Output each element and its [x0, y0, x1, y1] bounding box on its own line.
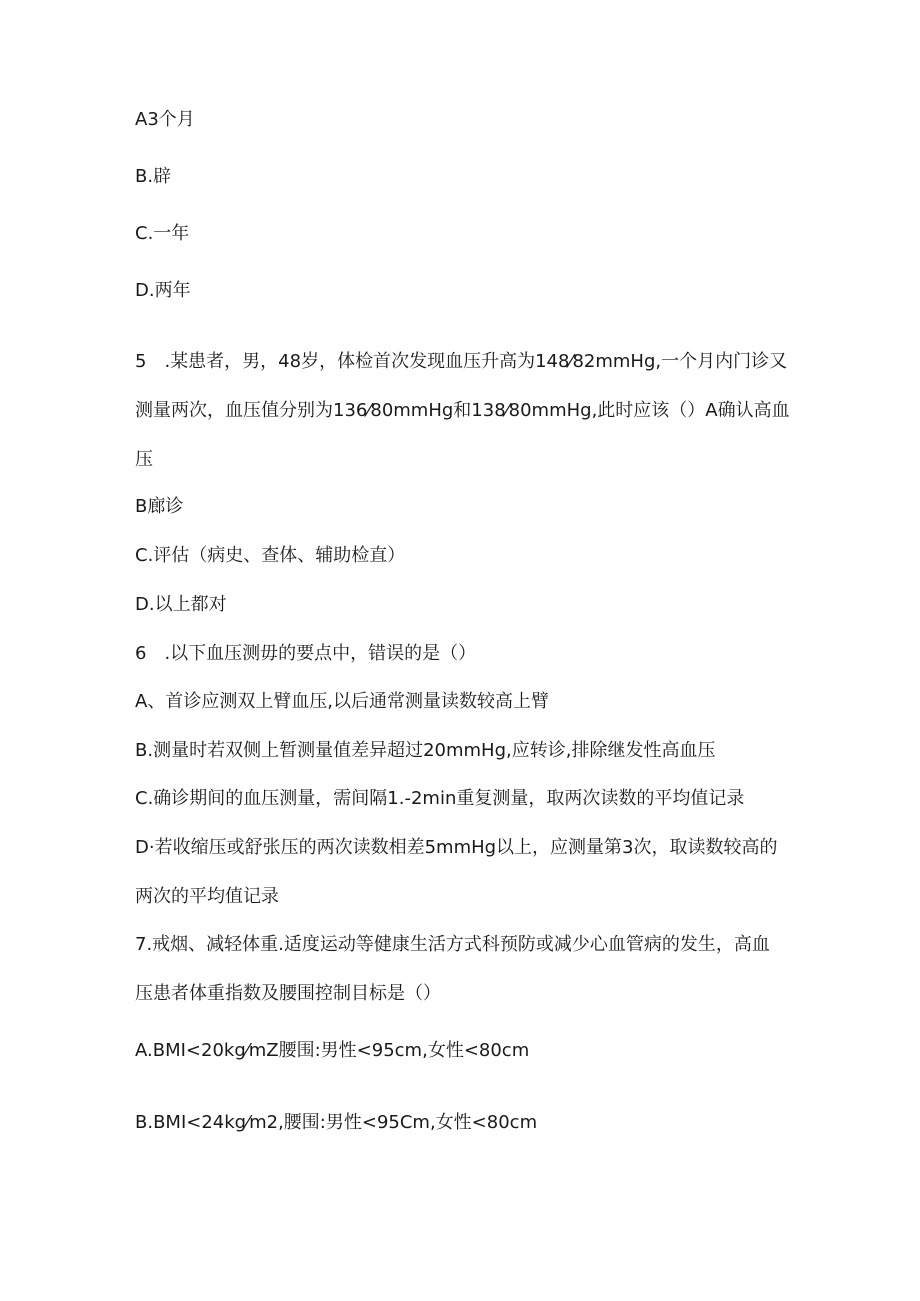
question-5-line-2: 测量两次，血压值分别为136⁄80mmHg和138⁄80mmHg,此时应该（）A确认高血 [135, 400, 790, 421]
question-5-line-1: 5 .某患者，男，48岁，体检首次发现血压升高为148⁄82mmHg,一个月内门诊又 [135, 351, 788, 372]
option-c-q6: C.确诊期间的血压测量，需间隔1.-2min重复测量，取两次读数的平均值记录 [135, 788, 745, 809]
question-7-line-1: 7.戒烟、减轻体重.适度运动等健康生活方式科预防或减少心血管病的发生，高血 [135, 934, 770, 955]
option-c-q5: C.评估（病史、查体、辅助检直） [135, 545, 406, 566]
option-b-q7: B.BMI<24kg⁄m2,腰围:男性<95Cm,女性<80cm [135, 1112, 538, 1133]
question-5-line-3: 压 [135, 449, 153, 470]
question-7-line-2: 压患者体重指数及腰围控制目标是（） [135, 983, 441, 1004]
option-a-q6: A、首诊应测双上臂血压,以后通常测量读数较高上臂 [135, 691, 550, 712]
option-b-q6: B.测量时若双侧上暂测量值差异超过20mmHg,应转诊,排除继发性高血压 [135, 740, 716, 761]
option-a-q7: A.BMI<20kg⁄mZ腰围:男性<95cm,女性<80cm [135, 1040, 530, 1061]
option-d-q5: D.以上都对 [135, 594, 227, 615]
question-6: 6 .以下血压测毋的要点中，错误的是（） [135, 643, 477, 664]
option-a-q4: A3个月 [135, 109, 195, 130]
option-b-q4: B.辟 [135, 166, 172, 187]
option-d-q6-line-2: 两次的平均值记录 [135, 886, 279, 907]
option-c-q4: C.一年 [135, 223, 190, 244]
option-b-q5: B廊诊 [135, 496, 184, 517]
option-d-q6-line-1: D·若收缩压或舒张压的两次读数相差5mmHg以上，应测量第3次，取读数较高的 [135, 837, 778, 858]
option-d-q4: D.两年 [135, 280, 191, 301]
